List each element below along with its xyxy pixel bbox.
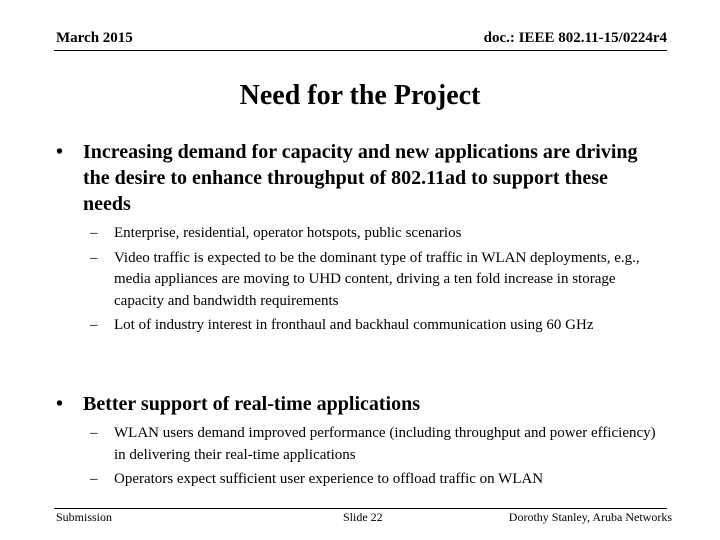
- sub-bullet-text: WLAN users demand improved performance (including throughput and power efficiency) in delivering their real-time applications: [114, 425, 656, 463]
- sub-bullet-text: Video traffic is expected to be the dominant type of traffic in WLAN deployments, e.g., media appliances are moving to UHD content, driving a ten fold increase in storage capacity and bandwidth requirements: [114, 249, 640, 309]
- header-doc-id: doc.: IEEE 802.11-15/0224r4: [483, 30, 667, 46]
- sub-bullet-text: Operators expect sufficient user experience to offload traffic on WLAN: [114, 471, 544, 487]
- footer-submission: Submission: [56, 510, 113, 524]
- header-date: March 2015: [56, 30, 133, 46]
- bullet-block-2: [56, 391, 656, 494]
- header-divider: [54, 50, 667, 51]
- bullet-marker: •: [56, 141, 64, 163]
- footer-slide-number: Slide 22: [343, 510, 383, 524]
- bullet-block-1: [56, 139, 656, 340]
- sub-bullet-text: Lot of industry interest in fronthaul and backhaul communication using 60 GHz: [114, 317, 594, 333]
- sub-bullet: [90, 423, 665, 466]
- sub-bullet-text: Enterprise, residential, operator hotspots, public scenarios: [114, 225, 462, 241]
- footer-author: Dorothy Stanley, Aruba Networks: [508, 510, 672, 524]
- bullet-text: Better support of real-time applications: [83, 393, 421, 415]
- sub-bullet: [90, 469, 665, 491]
- sub-bullet-marker: –: [90, 225, 98, 241]
- sub-bullet: [90, 315, 665, 337]
- footer-divider: [54, 508, 667, 509]
- bullet-marker: •: [56, 393, 64, 415]
- sub-bullet-marker: –: [90, 317, 98, 333]
- sub-bullet-marker: –: [90, 425, 98, 441]
- slide-title: Need for the Project: [239, 80, 481, 111]
- sub-bullet: [90, 248, 665, 313]
- sub-bullet: [90, 223, 665, 245]
- sub-bullet-marker: –: [90, 249, 98, 266]
- sub-bullet-marker: –: [90, 471, 98, 487]
- bullet-text: Increasing demand for capacity and new applications are driving the desire to enhance throughput of 802.11ad to support these needs: [83, 141, 638, 215]
